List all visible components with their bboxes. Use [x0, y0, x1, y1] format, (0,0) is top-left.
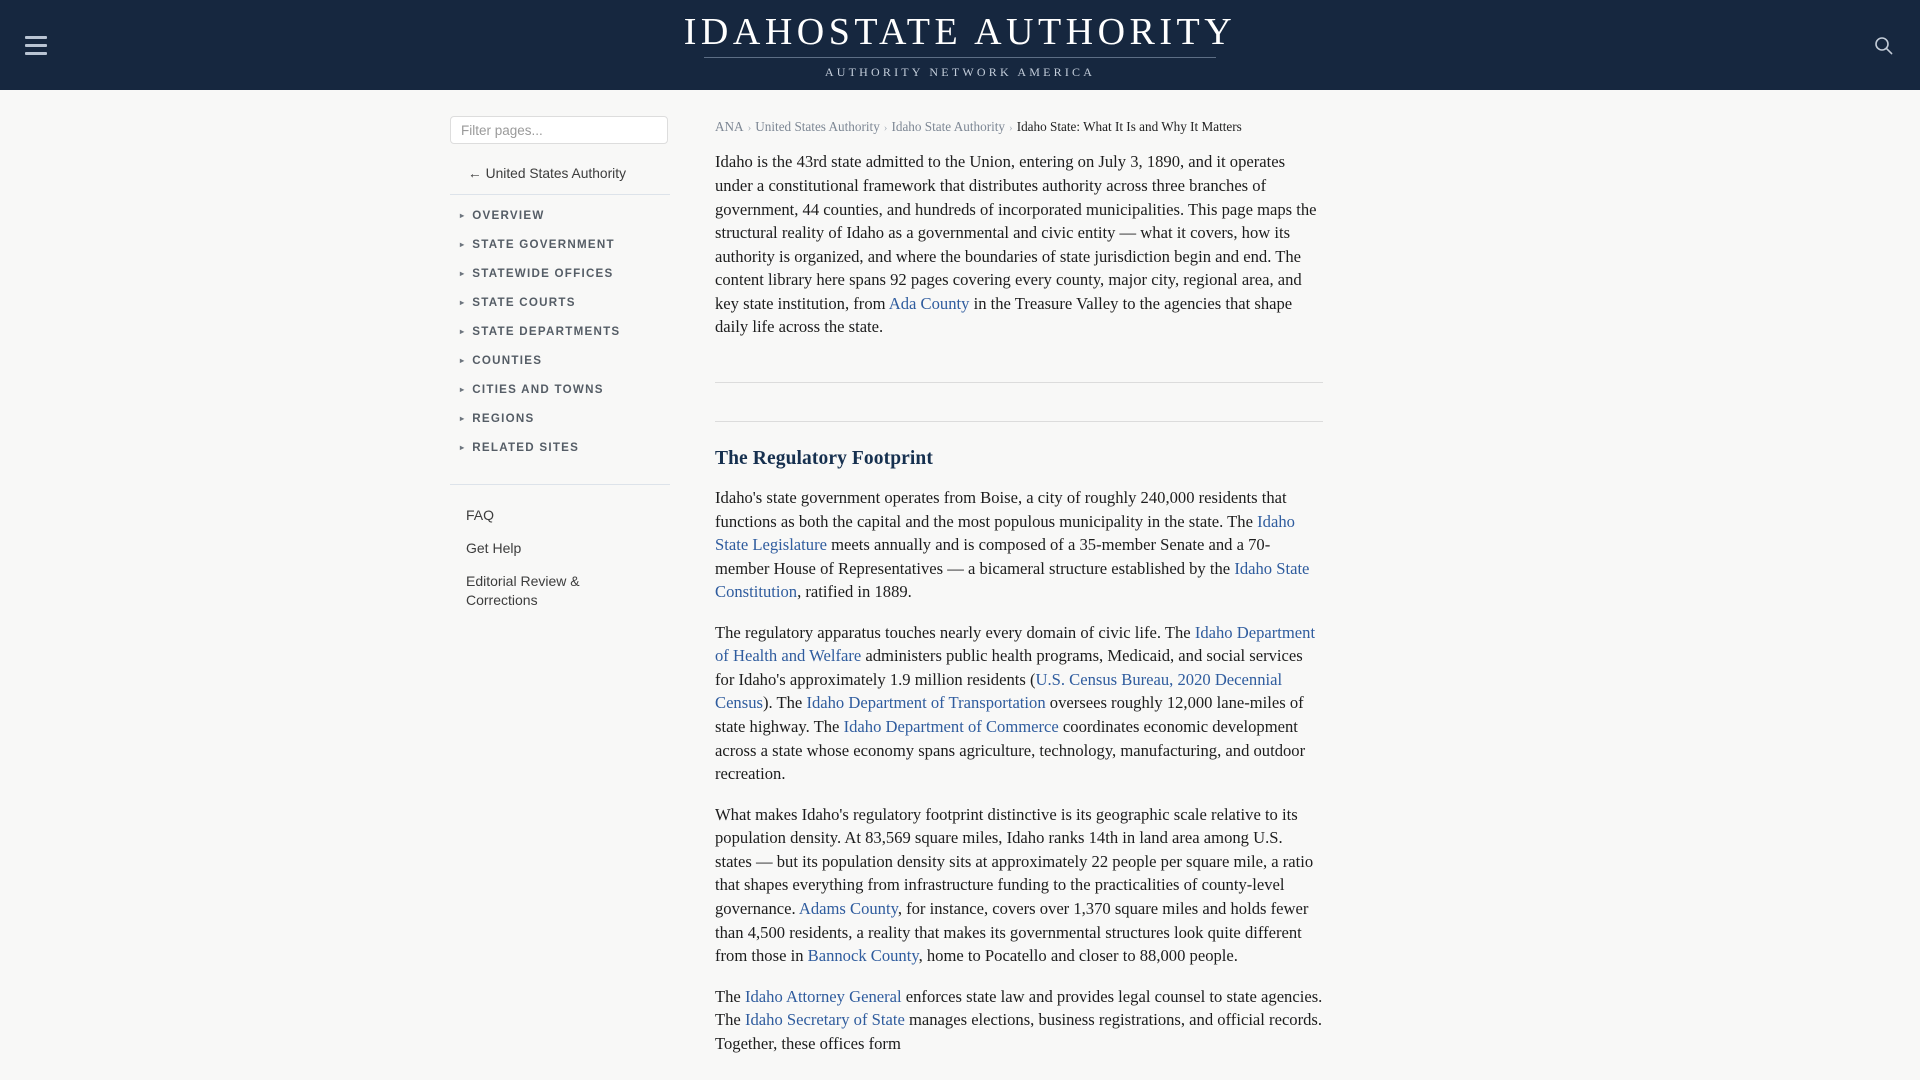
sidebar-item-label: COUNTIES: [472, 354, 543, 367]
paragraph-agencies: [715, 621, 1323, 786]
hamburger-bar: [25, 52, 47, 55]
paragraph-scale: [715, 803, 1323, 968]
horizontal-rule-bottom: [715, 421, 1323, 422]
breadcrumb: [715, 118, 1323, 136]
offices-text-part-1: The: [715, 986, 745, 1006]
sidebar-item-label: OVERVIEW: [472, 209, 545, 222]
back-to-united-states-authority-link[interactable]: ← United States Authority: [468, 166, 626, 181]
link-us-census-bureau-2020[interactable]: U.S. Census Bureau, 2020 Decennial Census: [715, 669, 1283, 713]
sidebar-item-overview[interactable]: [450, 201, 670, 230]
capital-text-part-1: Idaho's state government operates from Boise, a city of roughly 240,000 residents that functions as both the capital and the most populous municipality in the state. The: [715, 487, 1287, 531]
agencies-text-part-1: The regulatory apparatus touches nearly every domain of civic life. The: [715, 622, 1195, 642]
agencies-text-part-4: oversees roughly 12,000 lane-miles of state highway. The: [715, 693, 1304, 737]
chevron-right-icon: ▸: [460, 239, 466, 249]
breadcrumb-separator: ›: [883, 122, 888, 134]
agencies-text-part-3: ). The: [762, 693, 807, 713]
sidebar-item-label: STATE COURTS: [472, 296, 576, 309]
hamburger-bar: [25, 44, 47, 47]
sidebar-nav-list: [450, 201, 670, 462]
sidebar-divider-bottom: [450, 484, 670, 485]
chevron-right-icon: ▸: [460, 210, 466, 220]
chevron-right-icon: ▸: [460, 297, 466, 307]
chevron-right-icon: ▸: [460, 384, 466, 394]
sidebar-item-cities-and-towns[interactable]: [450, 375, 670, 404]
section-heading-regulatory-footprint: The Regulatory Footprint: [715, 447, 933, 469]
link-idaho-department-of-transportation[interactable]: Idaho Department of Transportation: [806, 693, 1046, 713]
sidebar-item-state-government[interactable]: [450, 230, 670, 259]
sidebar-item-state-departments[interactable]: [450, 317, 670, 346]
sidebar-item-label: REGIONS: [472, 412, 535, 425]
agencies-text-part-2: administers public health programs, Medicaid, and social services for Idaho's approximately 1.9 million residents (: [715, 646, 1303, 689]
filter-pages-input[interactable]: [450, 116, 668, 144]
sidebar-footer-links: [450, 499, 670, 617]
sidebar-item-state-courts[interactable]: [450, 288, 670, 317]
link-adams-county[interactable]: Adams County: [798, 898, 898, 918]
link-bannock-county[interactable]: Bannock County: [807, 946, 919, 966]
link-idaho-state-constitution[interactable]: Idaho State Constitution: [715, 558, 1310, 602]
sidebar-link-faq[interactable]: FAQ: [466, 507, 495, 523]
link-ada-county[interactable]: Ada County: [888, 293, 970, 313]
search-icon[interactable]: [1866, 28, 1900, 62]
link-idaho-department-of-health-and-welfare[interactable]: Idaho Department of Health and Welfare: [715, 622, 1316, 666]
capital-text-part-3: , ratified in 1889.: [797, 582, 912, 602]
sidebar: [450, 116, 670, 1072]
agencies-text-part-5: coordinates economic development across a state whose economy spans agriculture, technology, manufacturing, and outdoor recreation.: [715, 717, 1306, 784]
chevron-right-icon: ▸: [460, 442, 466, 452]
sidebar-item-label: RELATED SITES: [472, 441, 580, 454]
content-layout: [0, 90, 1920, 1072]
site-header: [0, 0, 1920, 90]
hamburger-bar: [25, 36, 47, 39]
chevron-right-icon: ▸: [460, 413, 466, 423]
brand-title: IDAHOSTATE AUTHORITY: [683, 10, 1237, 53]
offices-text-part-3: manages elections, business registrations, and official records. Together, these offices form: [715, 1010, 1323, 1053]
paragraph-capital: [715, 486, 1323, 604]
link-idaho-secretary-of-state[interactable]: Idaho Secretary of State: [744, 1010, 905, 1030]
sidebar-item-statewide-offices[interactable]: [450, 259, 670, 288]
chevron-right-icon: ▸: [460, 268, 466, 278]
page-body: [0, 90, 1920, 1080]
sidebar-item-label: STATE GOVERNMENT: [472, 238, 615, 251]
intro-paragraph: [715, 150, 1323, 339]
breadcrumb-item-current: Idaho State: What It Is and Why It Matters: [1016, 119, 1242, 134]
sidebar-item-label: STATEWIDE OFFICES: [472, 267, 614, 280]
scale-text-part-3: , home to Pocatello and closer to 88,000 people.: [918, 946, 1238, 966]
sidebar-item-label: STATE DEPARTMENTS: [472, 325, 621, 338]
chevron-right-icon: ▸: [460, 355, 466, 365]
breadcrumb-separator: ›: [747, 122, 752, 134]
site-brand[interactable]: [683, 10, 1237, 79]
sidebar-link-editorial-review[interactable]: Editorial Review & Corrections: [466, 572, 580, 608]
paragraph-offices: [715, 985, 1323, 1056]
sidebar-item-related-sites[interactable]: [450, 433, 670, 462]
intro-text-part-2: in the Treasure Valley to the agencies that shape daily life across the state.: [715, 293, 1293, 337]
breadcrumb-item-ana[interactable]: ANA: [715, 119, 744, 134]
section-divider-block: [715, 356, 1323, 422]
breadcrumb-item-united-states-authority[interactable]: United States Authority: [755, 119, 880, 134]
capital-text-part-2: meets annually and is composed of a 35-member Senate and a 70-member House of Representatives — a bicameral structure established by the: [715, 535, 1271, 578]
intro-text-part-1: Idaho is the 43rd state admitted to the Union, entering on July 3, 1890, and it operates under a constitutional framework that distributes authority across three branches of government, 44 counties, and hundreds of incorporated municipalities. This page maps the structural reality of Idaho as a governmental and civic entity — what it covers, how its authority is organized, and where the boundaries of state jurisdiction begin and end. The content library here spans 92 pages covering every county, major city, regional area, and key state institution, from: [715, 152, 1317, 313]
sidebar-link-get-help[interactable]: Get Help: [466, 539, 522, 556]
brand-subtitle: AUTHORITY NETWORK AMERICA: [824, 64, 1096, 79]
main-content: [715, 116, 1323, 1072]
brand-divider: [704, 57, 1216, 58]
hamburger-menu-icon[interactable]: [16, 25, 56, 65]
link-idaho-state-legislature[interactable]: Idaho State Legislature: [715, 511, 1295, 555]
breadcrumb-separator: ›: [1009, 122, 1013, 134]
offices-text-part-2: enforces state law and provides legal counsel to state agencies. The: [715, 986, 1323, 1030]
scale-text-part-1: What makes Idaho's regulatory footprint distinctive is its geographic scale relative to its population density. At 83,569 square miles, Idaho ranks 14th in land area among U.S. states — but its population density sits at approximately 22 people per square mile, a ratio that shapes everything from infrastructure funding to the practicalities of county-level governance.: [715, 804, 1314, 918]
sidebar-item-regions[interactable]: [450, 404, 670, 433]
scale-text-part-2: , for instance, covers over 1,370 square miles and holds fewer than 4,500 residents, a reality that makes its governmental structures look quite different from those in: [715, 898, 1309, 966]
breadcrumb-item-idaho-state-authority[interactable]: Idaho State Authority: [891, 119, 1006, 134]
link-idaho-department-of-commerce[interactable]: Idaho Department of Commerce: [843, 717, 1059, 737]
sidebar-divider-top: [450, 194, 670, 195]
link-idaho-attorney-general[interactable]: Idaho Attorney General: [744, 986, 902, 1006]
sidebar-item-label: CITIES AND TOWNS: [472, 383, 604, 396]
chevron-right-icon: ▸: [460, 326, 466, 336]
sidebar-item-counties[interactable]: [450, 346, 670, 375]
